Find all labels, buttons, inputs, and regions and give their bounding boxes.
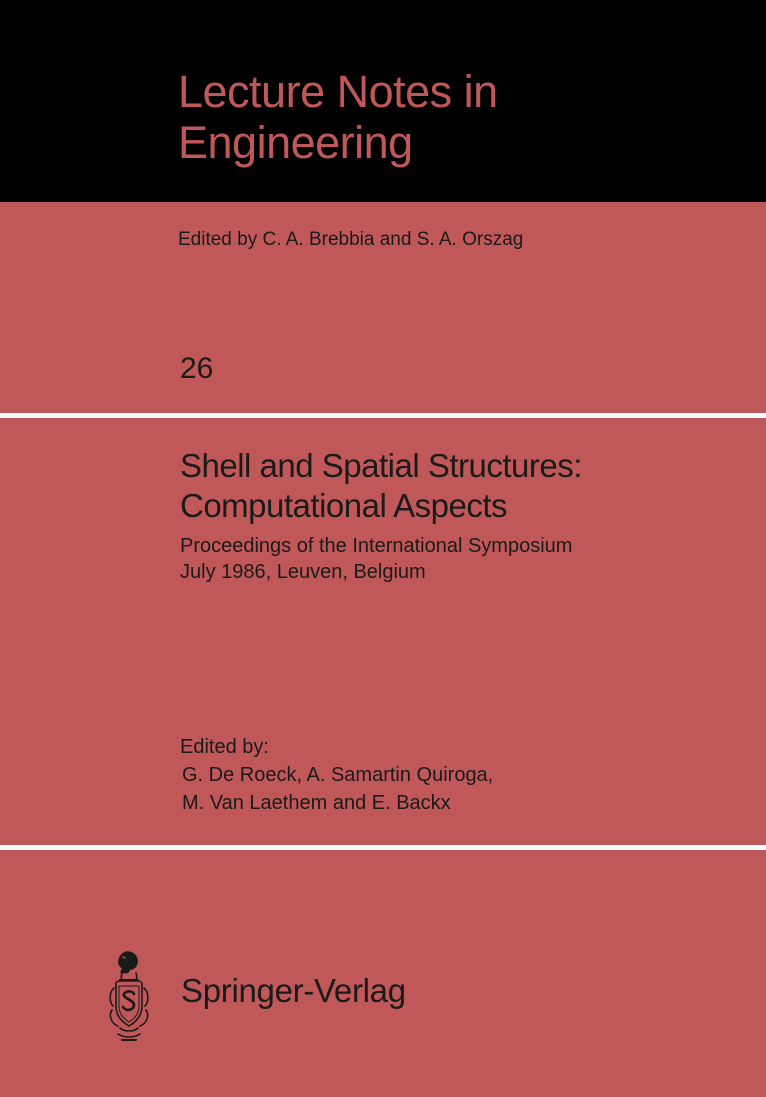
divider-bottom [0,845,766,850]
volume-editors [180,733,493,817]
divider-top [0,413,766,418]
editors-line-2: M. Van Laethem and E. Backx [182,792,451,814]
subtitle-line-2: July 1986, Leuven, Belgium [180,561,426,583]
book-subtitle [180,533,572,585]
series-header-band [0,0,766,202]
editors-line-1: G. De Roeck, A. Samartin Quiroga, [182,764,494,786]
volume-number: 26 [180,352,214,385]
book-title-line-1: Shell and Spatial Structures: [180,447,582,484]
book-title-line-2: Computational Aspects [180,487,508,524]
book-title [180,446,582,526]
series-title [178,66,498,168]
knight-chess-piece-icon [100,948,160,1044]
series-editors: Edited by C. A. Brebbia and S. A. Orszag [178,229,524,250]
subtitle-line-1: Proceedings of the International Symposium [180,535,573,557]
series-title-line-1: Lecture Notes in [178,66,498,117]
publisher-name: Springer-Verlag [181,972,406,1009]
series-title-line-2: Engineering [178,117,413,168]
editors-label: Edited by: [180,736,269,758]
